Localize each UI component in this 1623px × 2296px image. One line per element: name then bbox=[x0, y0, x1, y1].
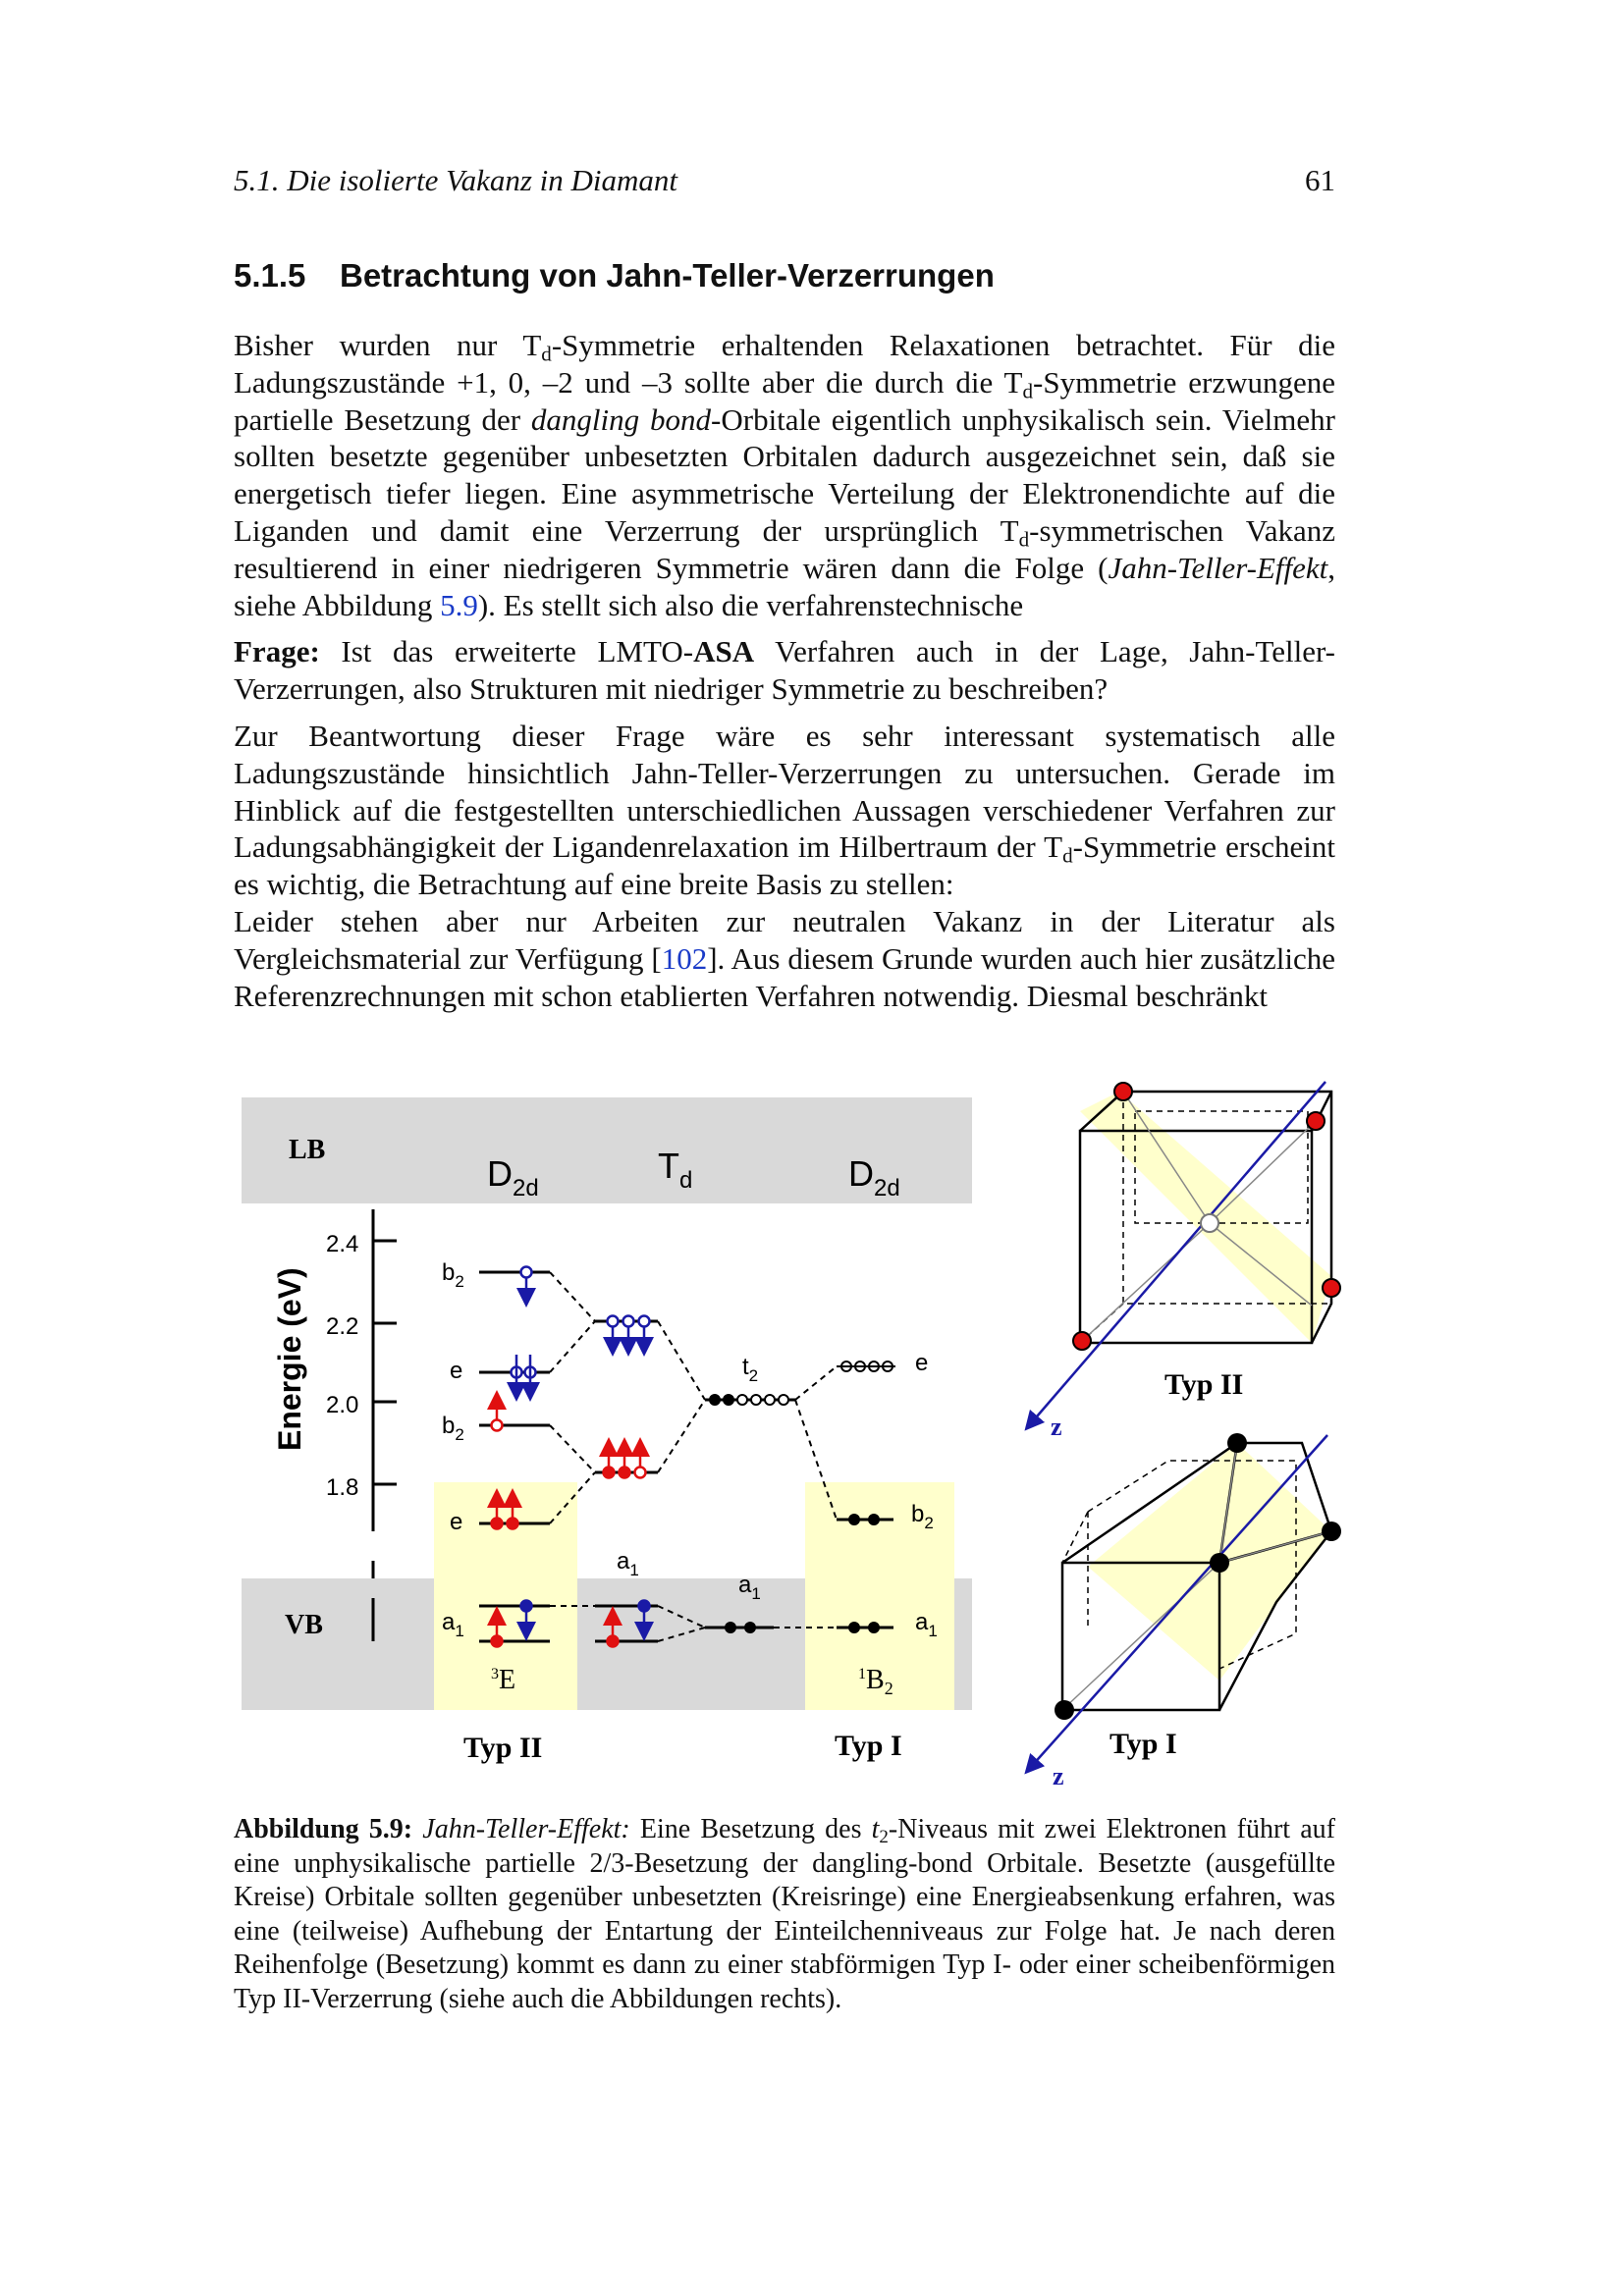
level-label-e: e bbox=[450, 1358, 463, 1384]
vacancy bbox=[1201, 1214, 1218, 1232]
level-label-e-lower: e bbox=[450, 1509, 463, 1535]
paragraph-1: Bisher wurden nur $T_d$-Symmetrie erhaltenden Relaxationen betrachtet. Für die Ladungszustände +1, 0, –2 und –3 sollte aber die durch die $T_d$-Symmetrie erzwungene partielle Besetzung der dangling bond-Orbitale eigentlich unphysikalisch sein. Vielmehr sollten besetzte gegenüber unbesetzten Orbitalen dadurch ausgezeichnet sein, daß sie energetisch tiefer liegen. Eine asymmetrische Verteilung der Elektronendichte auf die Liganden und damit eine Verzerrung der ursprünglich $T_d$-symmetrischen Vakanz resultierend in einer niedrigeren Symmetrie wären dann die Folge (Jahn-Teller-Effekt, siehe Abbildung 5.9). Es stellt sich also die verfahrenstechnische bbox=[234, 328, 1336, 622]
col-label-left: $D_{2d}$ bbox=[487, 1153, 539, 1201]
atom bbox=[1322, 1522, 1341, 1541]
paragraph-2: Zur Beantwortung dieser Frage wäre es sehr interessant systematisch alle Ladungszustände hinsichtlich Jahn-Teller-Verzerrungen zu untersuchen. Gerade im Hinblick auf die festgestellten unterschiedlichen Aussagen verschiedener Verfahren zur Ladungsabhängigkeit der Ligandenrelaxation im Hilbertraum der $T_d$-Symmetrie erscheint es wichtig, die Betrachtung auf eine breite Basis zu stellen: bbox=[234, 718, 1335, 902]
section-number: 5.1.5 bbox=[234, 257, 306, 294]
running-title: 5.1. Die isolierte Vakanz in Diamant bbox=[234, 163, 678, 197]
col-label-right: $D_{2d}$ bbox=[848, 1153, 900, 1201]
atom bbox=[1114, 1083, 1132, 1100]
level-label-a1-mid: $a_1$ bbox=[617, 1548, 639, 1579]
axis-label-z-top: z bbox=[1051, 1413, 1062, 1441]
col-label-mid: $T_d$ bbox=[658, 1146, 693, 1194]
atom bbox=[1210, 1553, 1229, 1573]
level-label-b2-top: $b_2$ bbox=[442, 1259, 464, 1291]
figure-caption: Abbildung 5.9: Jahn-Teller-Effekt: Eine Besetzung des $t_2$-Niveaus mit zwei Elektronen führt auf eine unphysikalische partielle 2/3-Besetzung der dangling-bond Orbitale. Besetzte (ausgefüllte Kreise) Orbitale sollten gegenüber unbesetzten (Kreisringe) eine Energieabsenkung erfahren, was eine (teilweise) Aufhebung der Entartung der Einteilchenniveaus zur Folge hat. Je nach deren Reihenfolge (Besetzung) kommt es dann zu einer stabförmigen Typ I- oder einer scheibenförmigen Typ II-Verzerrung (siehe auch die Abbildungen rechts). bbox=[234, 1814, 1335, 2014]
page-number: 61 bbox=[1305, 163, 1335, 197]
body-text bbox=[234, 327, 1335, 1024]
y-tick-label: 2.0 bbox=[326, 1392, 359, 1418]
level-label-a1-center: $a_1$ bbox=[738, 1572, 761, 1603]
y-tick-label: 2.2 bbox=[326, 1313, 359, 1340]
section-heading bbox=[234, 257, 995, 294]
atom bbox=[1055, 1700, 1074, 1720]
y-tick-label: 1.8 bbox=[326, 1474, 359, 1501]
figure-5-9 bbox=[0, 1060, 1623, 1806]
term-symbol-right: $^1B_2$ bbox=[858, 1665, 893, 1698]
term-symbol-left: $^3$E bbox=[491, 1665, 516, 1695]
level-label-e-right: e bbox=[915, 1350, 929, 1376]
band-lb-label: LB bbox=[289, 1135, 326, 1165]
level-label-b2-right: $b_2$ bbox=[911, 1501, 934, 1532]
atom bbox=[1073, 1332, 1091, 1350]
level-label-t2: $t_2$ bbox=[742, 1354, 759, 1385]
atom bbox=[1323, 1279, 1340, 1297]
atom bbox=[1227, 1433, 1247, 1453]
paragraph-3: Leider stehen aber nur Arbeiten zur neutralen Vakanz in der Literatur als Vergleichsmaterial zur Verfügung [102]. Aus diesem Grunde wurden auch hier zusätzliche Referenzrechnungen mit schon etablierten Verfahren notwendig. Diesmal beschränkt bbox=[234, 903, 1335, 1013]
level-label-a1-left: $a_1$ bbox=[442, 1609, 464, 1640]
citation-link[interactable]: 102 bbox=[661, 940, 708, 976]
cube-typ-i bbox=[1031, 1433, 1341, 1790]
level-label-a1-right: $a_1$ bbox=[915, 1609, 938, 1640]
z-axis-bottom bbox=[1031, 1435, 1327, 1767]
cube-label-typ-i: Typ I bbox=[1109, 1728, 1177, 1760]
section-title: Betrachtung von Jahn-Teller-Verzerrungen bbox=[340, 257, 995, 294]
y-ticks bbox=[373, 1241, 397, 1484]
cube-typ-ii bbox=[1031, 1082, 1340, 1441]
level-label-b2-left: $b_2$ bbox=[442, 1413, 464, 1444]
cube-label-typ-ii: Typ II bbox=[1164, 1368, 1244, 1401]
typ-label-right: Typ I bbox=[835, 1730, 902, 1762]
question-paragraph: Frage: Ist das erweiterte LMTO-ASA Verfahren auch in der Lage, Jahn-Teller-Verzerrungen, also Strukturen mit niedriger Symmetrie zu beschreiben? bbox=[234, 634, 1335, 707]
y-tick-label: 2.4 bbox=[326, 1231, 359, 1257]
axis-label-z-bottom: z bbox=[1053, 1762, 1064, 1790]
figure-link[interactable]: 5.9 bbox=[440, 587, 478, 622]
y-axis-label: Energie (eV) bbox=[272, 1267, 307, 1451]
typ-label-left: Typ II bbox=[463, 1732, 543, 1764]
atom bbox=[1307, 1112, 1325, 1130]
band-vb-label: VB bbox=[285, 1610, 323, 1640]
